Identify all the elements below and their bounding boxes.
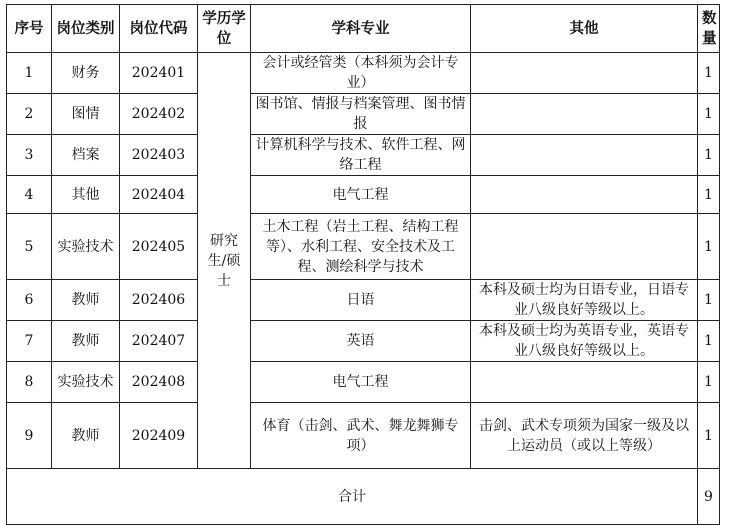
table-row xyxy=(7,362,720,403)
cell-major: 电气工程 xyxy=(251,176,471,214)
header-seq: 序号 xyxy=(7,5,52,53)
cell-category: 实验技术 xyxy=(52,362,120,403)
cell-count: 1 xyxy=(698,280,720,321)
total-label: 合计 xyxy=(7,469,698,525)
table-row xyxy=(7,214,720,280)
cell-seq: 1 xyxy=(7,53,52,94)
cell-count: 1 xyxy=(698,321,720,362)
total-row xyxy=(7,469,720,525)
cell-major: 英语 xyxy=(251,321,471,362)
cell-category: 教师 xyxy=(52,280,120,321)
recruitment-table xyxy=(6,4,720,525)
cell-other: 本科及硕士均为英语专业，英语专业八级良好等级以上。 xyxy=(471,321,698,362)
cell-major: 电气工程 xyxy=(251,362,471,403)
cell-count: 1 xyxy=(698,176,720,214)
table-row xyxy=(7,280,720,321)
header-category: 岗位类别 xyxy=(52,5,120,53)
table-row xyxy=(7,135,720,176)
cell-code: 202406 xyxy=(120,280,198,321)
cell-other: 本科及硕士均为日语专业，日语专业八级良好等级以上。 xyxy=(471,280,698,321)
cell-code: 202408 xyxy=(120,362,198,403)
cell-other xyxy=(471,362,698,403)
cell-code: 202409 xyxy=(120,403,198,469)
cell-major: 体育（击剑、武术、舞龙舞狮专项） xyxy=(251,403,471,469)
table-row xyxy=(7,94,720,135)
cell-seq: 9 xyxy=(7,403,52,469)
cell-category: 财务 xyxy=(52,53,120,94)
cell-code: 202405 xyxy=(120,214,198,280)
cell-category: 档案 xyxy=(52,135,120,176)
cell-degree-merged: 研究生/硕士 xyxy=(198,53,251,469)
header-code: 岗位代码 xyxy=(120,5,198,53)
cell-code: 202402 xyxy=(120,94,198,135)
cell-category: 图情 xyxy=(52,94,120,135)
cell-code: 202403 xyxy=(120,135,198,176)
cell-major: 日语 xyxy=(251,280,471,321)
cell-major: 土木工程（岩土工程、结构工程等）、水利工程、安全技术及工程、测绘科学与技术 xyxy=(251,214,471,280)
header-other: 其他 xyxy=(471,5,698,53)
cell-count: 1 xyxy=(698,135,720,176)
cell-seq: 2 xyxy=(7,94,52,135)
cell-major: 图书馆、情报与档案管理、图书情报 xyxy=(251,94,471,135)
cell-category: 教师 xyxy=(52,403,120,469)
header-row xyxy=(7,5,720,53)
cell-category: 教师 xyxy=(52,321,120,362)
cell-other xyxy=(471,214,698,280)
cell-major: 计算机科学与技术、软件工程、网络工程 xyxy=(251,135,471,176)
cell-seq: 5 xyxy=(7,214,52,280)
cell-count: 1 xyxy=(698,94,720,135)
cell-code: 202404 xyxy=(120,176,198,214)
cell-count: 1 xyxy=(698,214,720,280)
cell-count: 1 xyxy=(698,403,720,469)
cell-seq: 7 xyxy=(7,321,52,362)
header-major: 学科专业 xyxy=(251,5,471,53)
header-degree: 学历学位 xyxy=(198,5,251,53)
cell-code: 202401 xyxy=(120,53,198,94)
cell-seq: 3 xyxy=(7,135,52,176)
table-row xyxy=(7,176,720,214)
cell-code: 202407 xyxy=(120,321,198,362)
cell-category: 其他 xyxy=(52,176,120,214)
cell-other xyxy=(471,94,698,135)
table-row xyxy=(7,53,720,94)
cell-seq: 4 xyxy=(7,176,52,214)
total-count: 9 xyxy=(698,469,720,525)
table-row xyxy=(7,321,720,362)
table-row xyxy=(7,403,720,469)
cell-other xyxy=(471,53,698,94)
cell-other xyxy=(471,135,698,176)
cell-seq: 6 xyxy=(7,280,52,321)
cell-other: 击剑、武术专项须为国家一级及以上运动员（或以上等级） xyxy=(471,403,698,469)
cell-other xyxy=(471,176,698,214)
cell-category: 实验技术 xyxy=(52,214,120,280)
cell-major: 会计或经管类（本科须为会计专业） xyxy=(251,53,471,94)
cell-count: 1 xyxy=(698,362,720,403)
header-count: 数量 xyxy=(698,5,720,53)
cell-count: 1 xyxy=(698,53,720,94)
cell-seq: 8 xyxy=(7,362,52,403)
